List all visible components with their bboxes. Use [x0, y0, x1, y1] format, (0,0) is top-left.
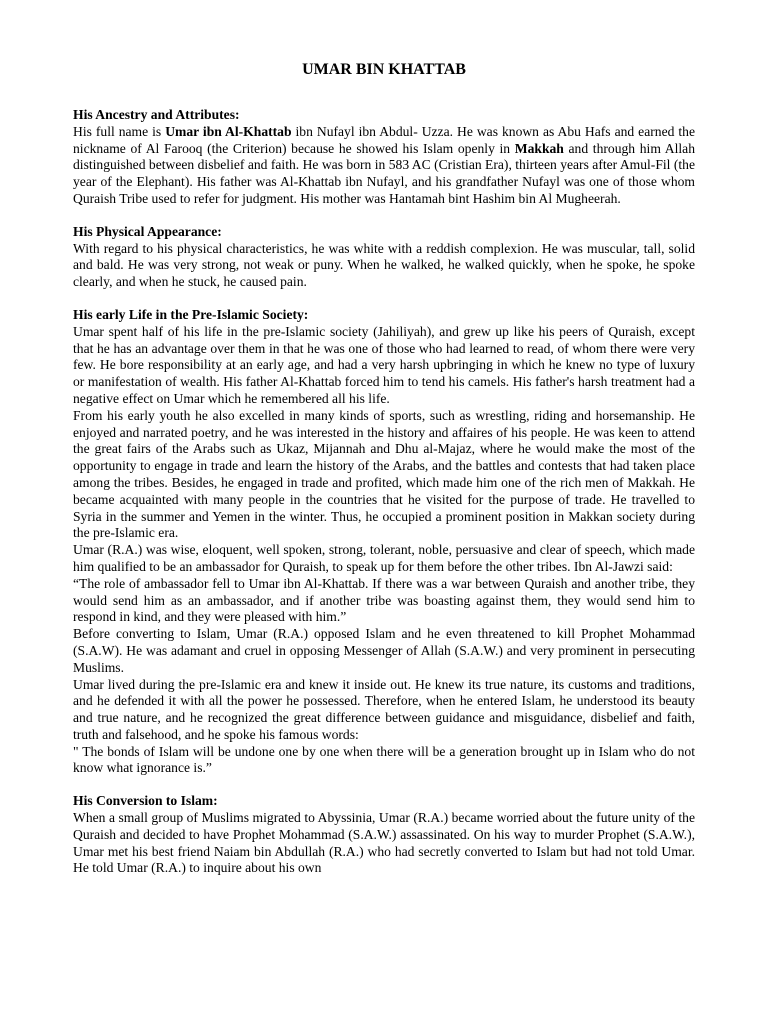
paragraph: [73, 124, 695, 208]
text-run: Umar spent half of his life in the pre-Islamic society (Jahiliyah), and grew up like his peers of Quraish, except that he has an advantage over them in that he was one of those who had learned to read, of whom there were very few. He bore responsibility at an early age, and had a very harsh upbringing in which he knew no type of luxury or manifestation of wealth. His father Al-Khattab forced him to tend his camels. His father's harsh treatment had a negative effect on Umar which he remembered all his life.: [73, 323, 695, 406]
section: [73, 307, 695, 777]
section: [73, 224, 695, 291]
bold-text: Makkah: [514, 140, 564, 156]
section-heading: His Ancestry and Attributes:: [73, 107, 240, 122]
text-run: Before converting to Islam, Umar (R.A.) opposed Islam and he even threatened to kill Prophet Mohammad (S.A.W). He was adamant and cruel in opposing Messenger of Allah (S.A.W.) and very prominent in persecuting Muslims.: [73, 626, 695, 675]
bold-text: Umar ibn Al-Khattab: [165, 123, 292, 139]
paragraph: [73, 324, 695, 408]
text-run: ibn Nufayl ibn Abdul- Uzza. He was known as Abu Hafs and earned the nickname of Al Farooq (the Criterion) because he showed his Islam openly in: [73, 123, 695, 156]
section: [73, 793, 695, 877]
section-heading: His early Life in the Pre-Islamic Society:: [73, 306, 309, 322]
paragraph: [73, 408, 695, 542]
paragraph: [73, 576, 695, 626]
text-run: When a small group of Muslims migrated to Abyssinia, Umar (R.A.) became worried about the future unity of the Quraish and decided to have Prophet Mohammad (S.A.W.) assassinated. On his way to murder Prophet (S.A.W.), Umar met his best friend Naiam bin Abdullah (R.A.) who had secretly converted to Islam but had not told Umar. He told Umar (R.A.) to inquire about his own: [73, 810, 695, 876]
paragraph: [73, 810, 695, 877]
text-run: Umar lived during the pre-Islamic era and knew it inside out. He knew its true nature, its customs and traditions, and he defended it with all the power he possessed. Therefore, when he entered Islam, he understood its beauty and true nature, and he recognized the great difference between guidance and misguidance, disbelief and faith, truth and falsehood, and he spoke his famous words:: [73, 676, 695, 742]
document-body: [73, 107, 695, 877]
text-run: From his early youth he also excelled in many kinds of sports, such as wrestling, riding and horsemanship. He enjoyed and narrated poetry, and he was interested in the history and affaires of his people. He was keen to attend the great fairs of the Arabs such as Ukaz, Mijannah and Dhu al-Majaz, where he would make the most of the opportunity to engage in trade and learn the history of the Arabs, and the battles and contests that had taken place among the tribes. Besides, he engaged in trade and profited, which made him one of the rich men of Makkah. He became acquainted with many people in the countries that he visited for the purpose of trade. He travelled to Syria in the summer and Yemen in the winter. Thus, he occupied a prominent position in Makkan society during the pre-Islamic era.: [73, 407, 695, 541]
section-heading: His Physical Appearance:: [73, 223, 222, 239]
document-title: UMAR BIN KHATTAB: [302, 61, 466, 78]
paragraph: [73, 744, 695, 778]
paragraph: [73, 241, 695, 291]
text-run: With regard to his physical characteristics, he was white with a reddish complexion. He was muscular, tall, solid and bald. He was very strong, not weak or puny. When he walked, he walked quickly, when he spoke, he spoke clearly, and when he stuck, he caused pain.: [73, 240, 695, 290]
paragraph: [73, 677, 695, 744]
paragraph: [73, 626, 695, 676]
text-run: His full name is: [73, 123, 166, 139]
text-run: and through him Allah distinguished between disbelief and faith. He was born in 583 AC (Cristian Era), thirteen years after Amul-Fil (the year of the Elephant). His father was Al-Khattab ibn Nufayl, and his grandfather Nufayl was one of those whom Quraish Tribe used to refer for judgment. His mother was Hantamah bint Hashim bin Al Mugheerah.: [73, 140, 695, 206]
text-run: " The bonds of Islam will be undone one by one when there will be a generation brought up in Islam who do not know what ignorance is.”: [73, 743, 695, 776]
section: [73, 107, 695, 208]
text-run: “The role of ambassador fell to Umar ibn Al-Khattab. If there was a war between Quraish and another tribe, they would send him as an ambassador, and if another tribe was boasting against them, they would send him to respond in kind, and they were pleased with him.”: [73, 575, 695, 625]
text-run: Umar (R.A.) was wise, eloquent, well spoken, strong, tolerant, noble, persuasive and clear of speech, which made him qualified to be an ambassador for Quraish, to speak up for them before the other tribes. Ibn Al-Jawzi said:: [73, 542, 695, 574]
document-page: [73, 60, 695, 893]
paragraph: [73, 542, 695, 576]
section-heading: His Conversion to Islam:: [73, 793, 218, 809]
